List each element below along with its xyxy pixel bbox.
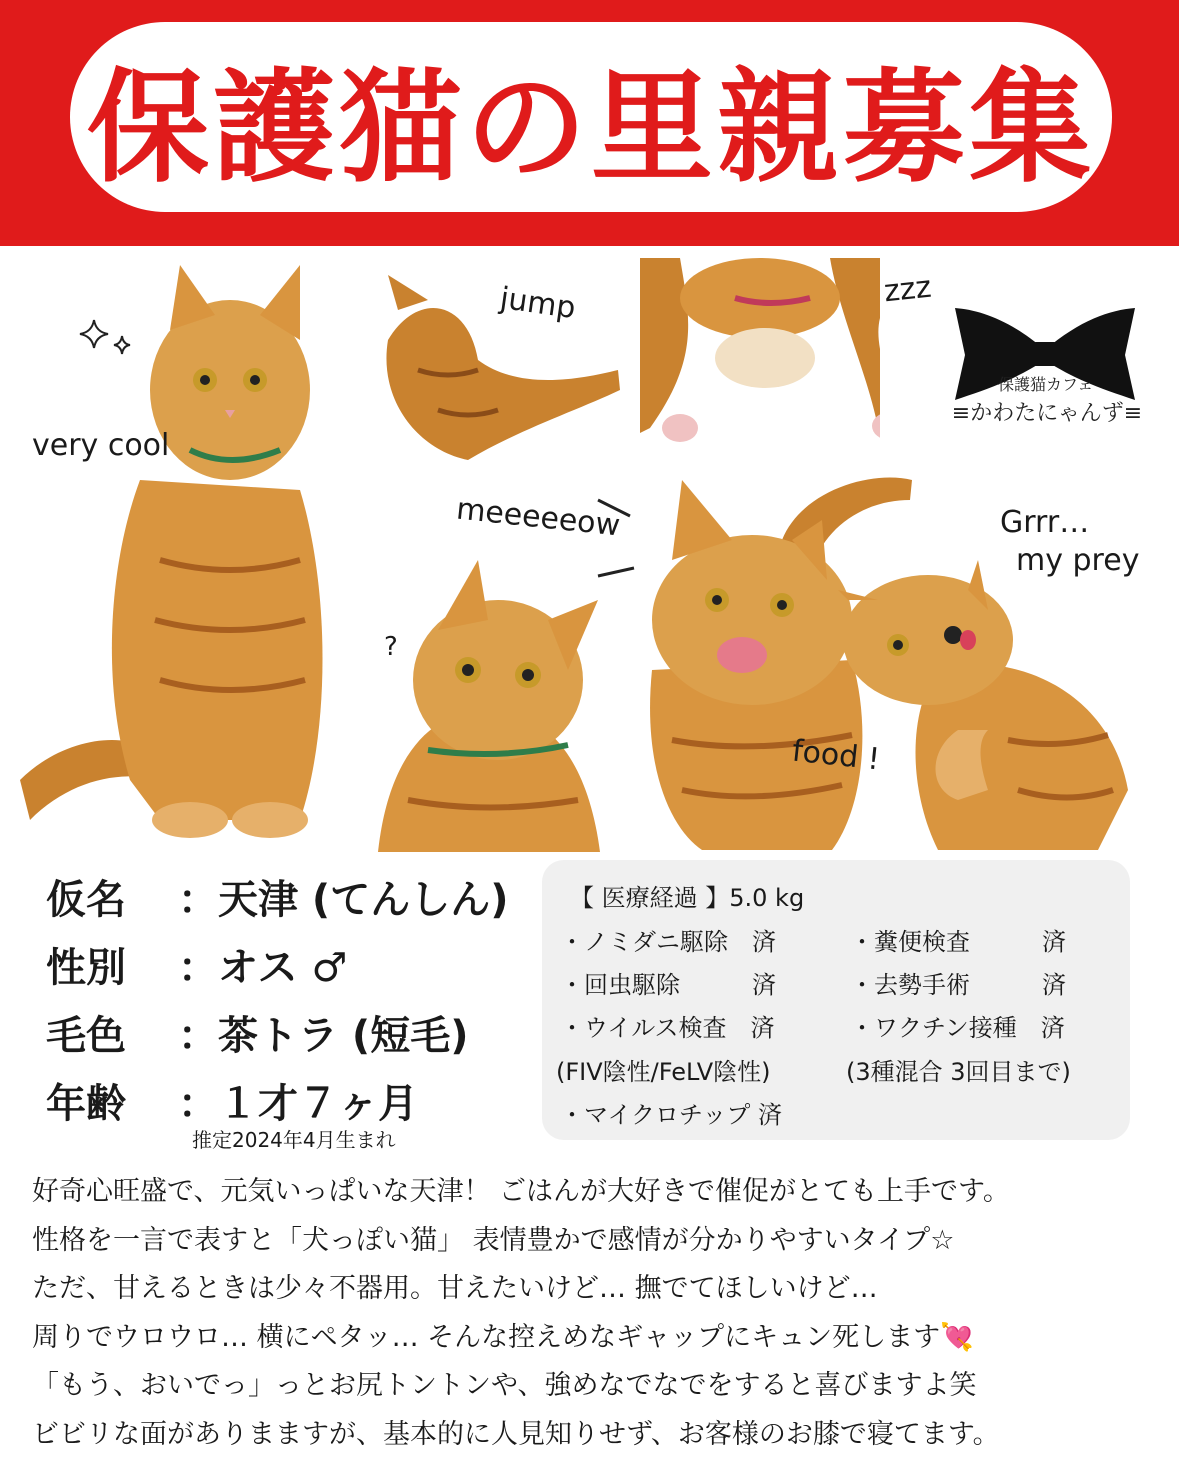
description-line: ビビリな面がありまますが、基本的に人見知りせず、お客様のお膝で寝てます。 bbox=[32, 1418, 1000, 1450]
profile-value: 天津 (てんしん) bbox=[218, 876, 509, 923]
description-line: ただ、甘えるときは少々不器用。甘えたいけど… 撫でてほしいけど… bbox=[32, 1273, 878, 1304]
medical-item: ・ワクチン接種 済 bbox=[850, 1014, 1065, 1042]
profile-separator: ： bbox=[178, 1080, 218, 1127]
medical-item: ・糞便検査 済 bbox=[850, 928, 1066, 956]
profile-sex-row bbox=[46, 930, 526, 998]
profile-label: 毛色 bbox=[46, 1012, 126, 1059]
medical-item: (FIV陰性/FeLV陰性) bbox=[556, 1058, 771, 1086]
caption-my-prey: my prey bbox=[1016, 543, 1140, 578]
profile-value: 茶トラ (短毛) bbox=[218, 1012, 469, 1059]
caption-very-cool: very cool bbox=[32, 428, 170, 463]
caption-question: ? bbox=[384, 632, 398, 662]
sitting-cat-photo bbox=[0, 260, 360, 850]
medical-item: ・ノミダニ駆除 済 bbox=[560, 928, 776, 956]
description-line: 性格を一言で表すと「犬っぽい猫」 表情豊かで感情が分かりやすいタイプ☆ bbox=[32, 1224, 955, 1256]
description bbox=[32, 1168, 1162, 1459]
profile-value: オス ♂ bbox=[218, 944, 348, 991]
sleeping-cat-photo bbox=[640, 258, 880, 448]
medical-item: (3種混合 3回目まで) bbox=[846, 1058, 1071, 1086]
birth-note: 推定2024年4月生まれ bbox=[192, 1128, 396, 1152]
medical-item: ・回虫駆除 済 bbox=[560, 971, 776, 999]
description-line: 好奇心旺盛で、元気いっぱいな天津！ ごはんが大好きで催促がとても上手です。 bbox=[32, 1176, 1010, 1207]
cat-profile bbox=[46, 862, 526, 1134]
medical-item: ・マイクロチップ 済 bbox=[560, 1101, 782, 1129]
page-title: 保護猫の里親募集 bbox=[87, 56, 1095, 199]
profile-value: １才７ヶ月 bbox=[218, 1080, 418, 1127]
profile-label: 仮名 bbox=[46, 876, 126, 923]
playful-cat-photo bbox=[838, 560, 1138, 850]
profile-label: 性別 bbox=[46, 944, 126, 991]
profile-separator: ： bbox=[178, 944, 218, 991]
profile-coat-row bbox=[46, 998, 526, 1066]
description-line: 「もう、おいでっ」っとお尻トントンや、強めなでなでをすると喜びますよ笑 bbox=[32, 1370, 977, 1401]
jumping-cat-photo bbox=[358, 270, 628, 480]
curious-cat-photo bbox=[368, 560, 600, 852]
medical-title: 【 医療経過 】5.0 kg bbox=[570, 884, 805, 912]
profile-separator: ： bbox=[178, 876, 218, 923]
caption-meow: meeeeeow bbox=[454, 491, 622, 544]
caption-jump: jump bbox=[497, 280, 578, 327]
description-line: 周りでウロウロ… 横にペタッ… そんな控えめなギャップにキュン死します💘 bbox=[32, 1321, 974, 1353]
sparkle-icon bbox=[78, 318, 138, 358]
caption-zzz: zzz bbox=[882, 269, 933, 310]
medical-item: ・去勢手術 済 bbox=[850, 971, 1066, 999]
profile-separator: ： bbox=[178, 1012, 218, 1059]
caption-grrr: Grrr… bbox=[1000, 505, 1090, 540]
logo-name: ≡かわたにゃんず≡ bbox=[951, 401, 1143, 426]
medical-item: ・ウイルス検査 済 bbox=[560, 1014, 775, 1042]
profile-name-row bbox=[46, 862, 526, 930]
caption-food: food ! bbox=[790, 733, 882, 778]
profile-label: 年齢 bbox=[46, 1080, 126, 1127]
logo-subtitle: 保護猫カフェ bbox=[998, 375, 1094, 394]
